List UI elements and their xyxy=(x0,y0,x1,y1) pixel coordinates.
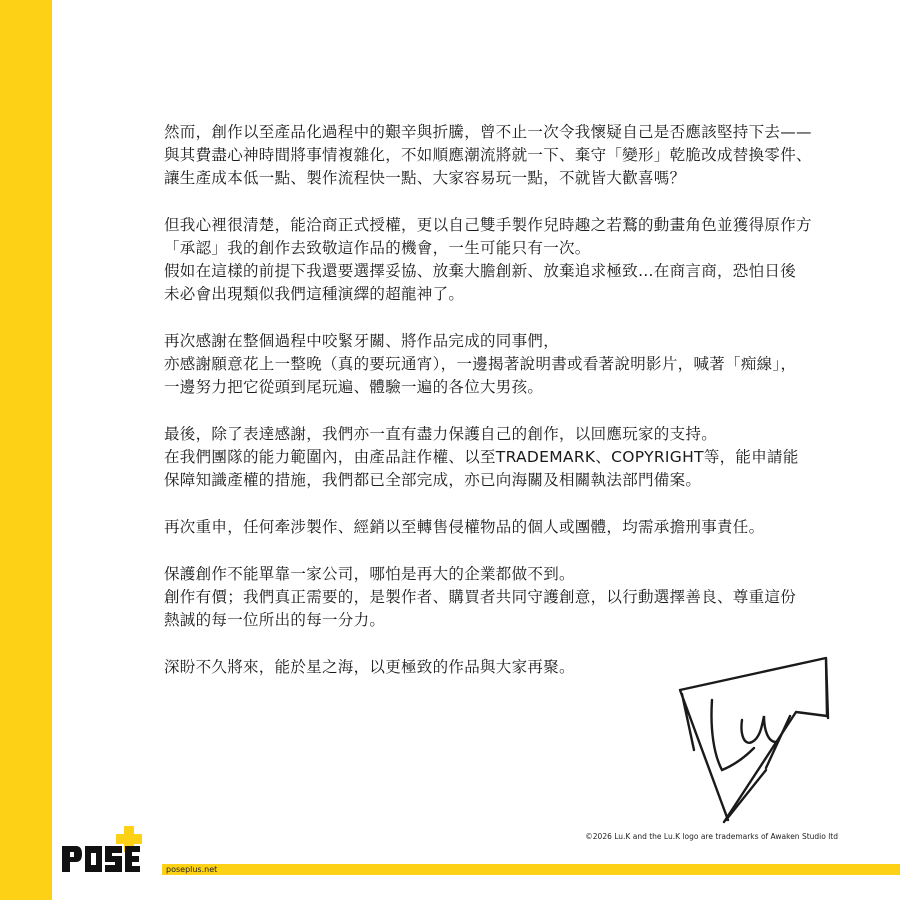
left-accent-bar xyxy=(0,0,52,900)
paragraph-line: 讓生產成本低一點、製作流程快一點、大家容易玩一點，不就皆大歡喜嗎？ xyxy=(164,169,686,187)
paragraph-line: 但我心裡很清楚，能洽商正式授權，更以自己雙手製作兒時趣之若鶩的動畫角色並獲得原作方 xyxy=(164,216,812,234)
paragraph-line: 再次重申，任何牽涉製作、經銷以至轉售侵權物品的個人或團體，均需承擔刑事責任。 xyxy=(164,518,765,536)
paragraph-line: 保護創作不能單靠一家公司，哪怕是再大的企業都做不到。 xyxy=(164,565,575,583)
paragraph-line: 「承認」我的創作去致敬這作品的機會，一生可能只有一次。 xyxy=(164,239,591,257)
copyright-notice: ©2026 Lu.K and the Lu.K logo are trademarks of Awaken Studio ltd xyxy=(585,832,838,841)
paragraph-1 xyxy=(164,121,844,190)
paragraph-line: 保障知識產權的措施，我們都已全部完成，亦已向海關及相關執法部門備案。 xyxy=(164,471,702,489)
paragraph-line: 一邊努力把它從頭到尾玩遍、體驗一遍的各位大男孩。 xyxy=(164,378,544,396)
paragraph-line: 與其費盡心神時間將事情複雜化，不如順應潮流將就一下、棄守「變形」乾脆改成替換零件、 xyxy=(164,146,812,164)
paragraph-line: 在我們團隊的能力範圍內，由產品註作權、以至TRADEMARK、COPYRIGHT等，能申請能 xyxy=(164,448,799,466)
paragraph-4 xyxy=(164,423,844,492)
paragraph-line: 假如在這樣的前提下我還要選擇妥協、放棄大膽創新、放棄追求極致…在商言商，恐怕日後 xyxy=(164,262,797,280)
paragraph-6 xyxy=(164,563,844,632)
paragraph-line: 深盼不久將來，能於星之海，以更極致的作品與大家再聚。 xyxy=(164,658,575,676)
paragraph-line: 再次感謝在整個過程中咬緊牙關、將作品完成的同事們， xyxy=(164,332,560,350)
website-link[interactable]: poseplus.net xyxy=(166,865,218,874)
letter-body xyxy=(164,121,844,703)
paragraph-line: 最後，除了表達感謝，我們亦一直有盡力保護自己的創作，以回應玩家的支持。 xyxy=(164,425,718,443)
signature-icon xyxy=(666,650,836,830)
paragraph-line: 創作有價；我們真正需要的，是製作者、購買者共同守護創意，以行動選擇善良、尊重這份 xyxy=(164,588,797,606)
paragraph-5 xyxy=(164,516,844,539)
paragraph-line: 未必會出現類似我們這種演繹的超龍神了。 xyxy=(164,285,465,303)
paragraph-line: 亦感謝願意花上一整晚（真的要玩通宵），一邊揭著說明書或看著說明影片，喊著「痴線」， xyxy=(164,355,797,373)
pose-plus-logo-icon xyxy=(60,826,160,876)
paragraph-line: 熱誠的每一位所出的每一分力。 xyxy=(164,611,386,629)
paragraph-3 xyxy=(164,330,844,399)
paragraph-line: 然而，創作以至產品化過程中的艱辛與折騰，曾不止一次令我懷疑自己是否應該堅持下去—— xyxy=(164,123,812,141)
paragraph-2 xyxy=(164,214,844,306)
footer-accent-bar xyxy=(162,864,900,875)
